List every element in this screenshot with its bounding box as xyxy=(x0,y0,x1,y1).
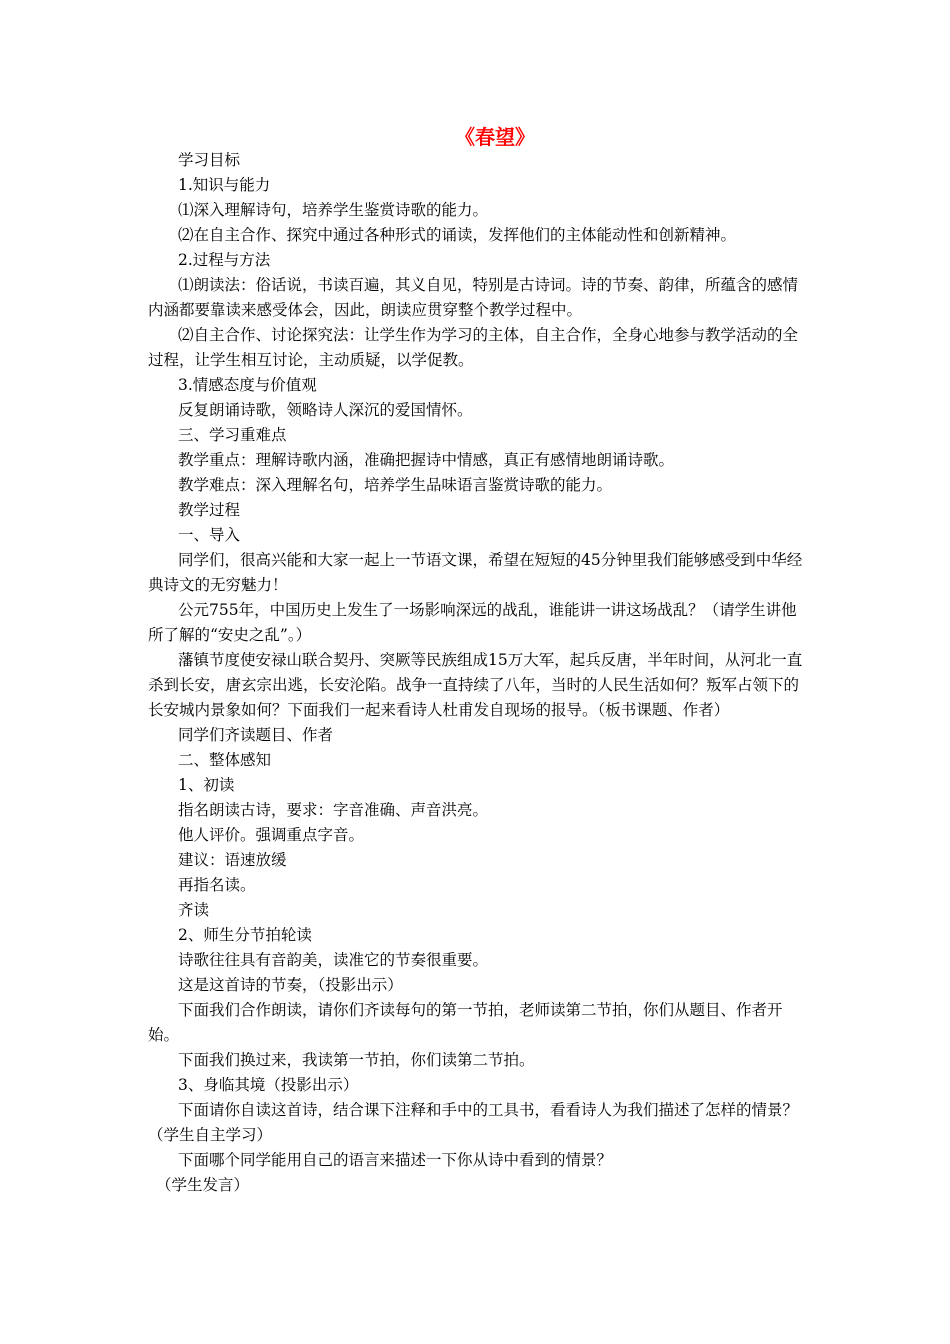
paragraph: 3.情感态度与价值观 xyxy=(178,376,317,394)
paragraph: 反复朗诵诗歌，领略诗人深沉的爱国情怀。 xyxy=(178,401,473,419)
paragraph: ⑵自主合作、讨论探究法：让学生作为学习的主体，自主合作，全身心地参与教学活动的全过程，让学生相互讨论，主动质疑，以学促教。 xyxy=(148,326,799,369)
document-title: 《春望》 xyxy=(455,125,535,149)
paragraph: 藩镇节度使安禄山联合契丹、突厥等民族组成15万大军，起兵反唐，半年时间，从河北一直杀到长安，唐玄宗出逃，长安沦陷。战争一直持续了八年，当时的人民生活如何？叛军占领下的长安城内景象如何？下面我们一起来看诗人杜甫发自现场的报导。（板书课题、作者） xyxy=(148,651,803,719)
paragraph: ⑴深入理解诗句，培养学生鉴赏诗歌的能力。 xyxy=(178,201,489,219)
paragraph: 再指名读。 xyxy=(178,876,256,894)
paragraph: 一、导入 xyxy=(178,526,241,544)
paragraph: 齐读 xyxy=(178,901,210,919)
paragraph: 下面哪个同学能用自己的语言来描述一下你从诗中看到的情景？ xyxy=(178,1151,613,1169)
paragraph: 他人评价。强调重点字音。 xyxy=(178,826,365,844)
paragraph: 下面请你自读这首诗，结合课下注释和手中的工具书，看看诗人为我们描述了怎样的情景？（学生自主学习） xyxy=(148,1101,799,1144)
paragraph: 建议：语速放缓 xyxy=(178,851,287,869)
paragraph: 教学重点：理解诗歌内涵，准确把握诗中情感，真正有感情地朗诵诗歌。 xyxy=(178,451,675,469)
paragraph: 公元755年，中国历史上发生了一场影响深远的战乱，谁能讲一讲这场战乱？（请学生讲他所了解的“安史之乱”。） xyxy=(148,601,797,644)
document-body xyxy=(148,148,808,1198)
paragraph: 这是这首诗的节奏，（投影出示） xyxy=(178,976,403,994)
paragraph: 下面我们合作朗读，请你们齐读每句的第一节拍，老师读第二节拍，你们从题目、作者开始。 xyxy=(148,1001,783,1044)
paragraph: 三、学习重难点 xyxy=(178,426,287,444)
paragraph: ⑵在自主合作、探究中通过各种形式的诵读，发挥他们的主体能动性和创新精神。 xyxy=(178,226,737,244)
paragraph: 1、初读 xyxy=(178,776,235,794)
paragraph: ⑴朗读法：俗话说，书读百遍，其义自见，特别是古诗词。诗的节奏、韵律，所蕴含的感情内涵都要靠读来感受体会，因此，朗读应贯穿整个教学过程中。 xyxy=(148,276,799,319)
paragraph: 2、师生分节拍轮读 xyxy=(178,926,312,944)
paragraph: 教学过程 xyxy=(178,501,241,519)
paragraph: 3、身临其境（投影出示） xyxy=(178,1076,359,1094)
paragraph: 二、整体感知 xyxy=(178,751,272,769)
paragraph: 2.过程与方法 xyxy=(178,251,271,269)
paragraph: 教学难点：深入理解名句，培养学生品味语言鉴赏诗歌的能力。 xyxy=(178,476,613,494)
paragraph: 学习目标 xyxy=(178,151,241,169)
paragraph: （学生发言） xyxy=(156,1176,250,1194)
paragraph: 诗歌往往具有音韵美，读准它的节奏很重要。 xyxy=(178,951,489,969)
paragraph: 同学们齐读题目、作者 xyxy=(178,726,334,744)
paragraph: 下面我们换过来，我读第一节拍，你们读第二节拍。 xyxy=(178,1051,535,1069)
paragraph: 指名朗读古诗，要求：字音准确、声音洪亮。 xyxy=(178,801,489,819)
paragraph: 同学们，很高兴能和大家一起上一节语文课，希望在短短的45分钟里我们能够感受到中华经典诗文的无穷魅力！ xyxy=(148,551,803,594)
paragraph: 1.知识与能力 xyxy=(178,176,271,194)
